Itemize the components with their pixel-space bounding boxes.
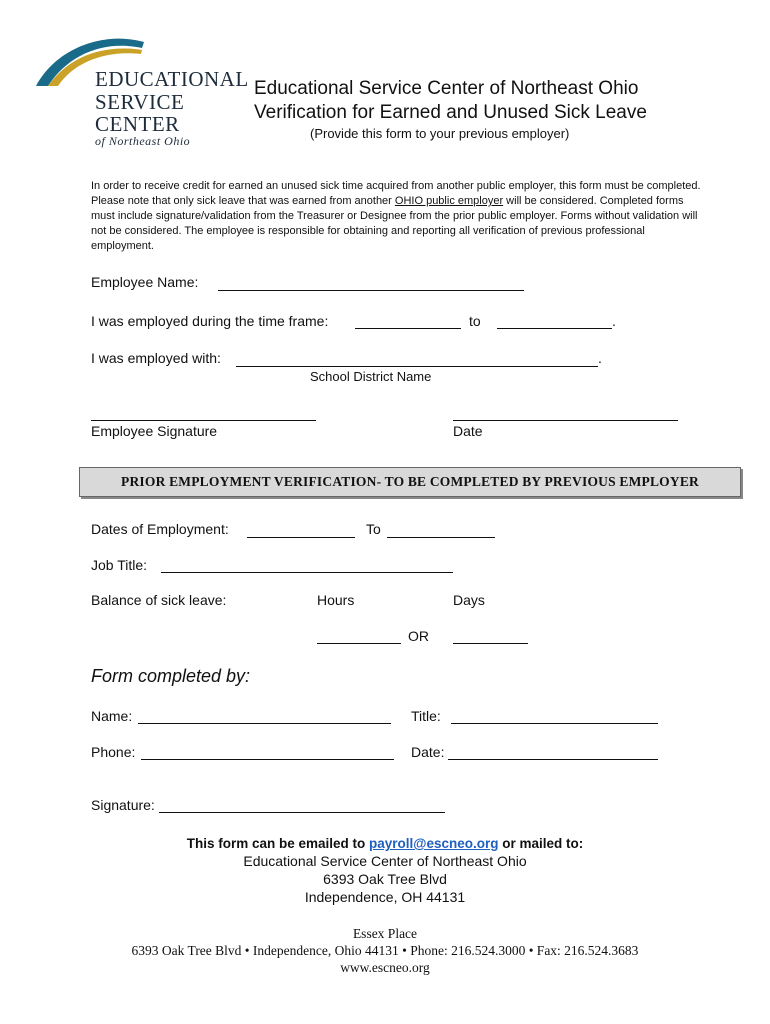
completed-title-field[interactable] xyxy=(451,723,658,724)
page-title-line-1: Educational Service Center of Northeast Ohio xyxy=(254,78,639,99)
email-link[interactable]: payroll@escneo.org xyxy=(369,836,499,851)
footer-website[interactable]: www.escneo.org xyxy=(340,960,430,975)
completed-phone-field[interactable] xyxy=(141,759,394,760)
employee-date-field[interactable] xyxy=(453,420,678,421)
timeframe-to-label: to xyxy=(469,313,481,329)
employed-with-field[interactable] xyxy=(236,366,598,367)
timeframe-start-field[interactable] xyxy=(355,328,461,329)
or-label: OR xyxy=(408,628,429,644)
logo-line-4: of Northeast Ohio xyxy=(95,134,191,148)
timeframe-end-field[interactable] xyxy=(497,328,612,329)
job-title-field[interactable] xyxy=(161,572,453,573)
verification-banner xyxy=(79,467,741,497)
intro-underlined: OHIO public employer xyxy=(394,195,504,207)
intro-paragraph xyxy=(91,179,701,254)
dates-start-field[interactable] xyxy=(247,537,355,538)
completed-title-label: Title: xyxy=(411,708,441,724)
page-subtitle: (Provide this form to your previous employer) xyxy=(310,126,570,141)
email-instruction xyxy=(0,836,770,851)
dates-of-employment-label: Dates of Employment: xyxy=(91,521,229,537)
district-caption: School District Name xyxy=(310,369,432,384)
email-prefix: This form can be emailed to xyxy=(186,836,370,851)
job-title-label: Job Title: xyxy=(91,557,148,573)
days-label: Days xyxy=(453,592,485,608)
days-field[interactable] xyxy=(453,643,528,644)
timeframe-period: . xyxy=(612,313,616,329)
completed-name-label: Name: xyxy=(91,708,133,724)
completed-name-field[interactable] xyxy=(138,723,391,724)
address-line-1: Educational Service Center of Northeast Ohio xyxy=(243,853,527,869)
balance-label: Balance of sick leave: xyxy=(91,592,227,608)
employee-signature-caption: Employee Signature xyxy=(91,423,218,439)
completed-signature-field[interactable] xyxy=(159,812,445,813)
hours-label: Hours xyxy=(317,592,355,608)
footer-line-1: Essex Place xyxy=(352,926,418,941)
completed-by-heading: Form completed by: xyxy=(91,666,251,686)
dates-to-label: To xyxy=(366,521,381,537)
verification-banner-text: PRIOR EMPLOYMENT VERIFICATION- TO BE COMPLETED BY PREVIOUS EMPLOYER xyxy=(121,474,699,489)
logo-line-2: SERVICE xyxy=(95,90,185,114)
logo-line-1: EDUCATIONAL xyxy=(95,67,249,91)
completed-signature-label: Signature: xyxy=(91,797,155,813)
employee-name-label: Employee Name: xyxy=(91,274,199,290)
employed-with-label: I was employed with: xyxy=(91,350,221,366)
email-suffix: or mailed to: xyxy=(498,836,584,851)
timeframe-label: I was employed during the time frame: xyxy=(91,313,329,329)
employee-signature-field[interactable] xyxy=(91,420,316,421)
employed-with-period: . xyxy=(598,350,602,366)
address-line-3: Independence, OH 44131 xyxy=(304,889,466,905)
completed-date-field[interactable] xyxy=(448,759,658,760)
completed-date-label: Date: xyxy=(411,744,445,760)
employee-date-caption: Date xyxy=(453,423,483,439)
intro-part-2: will be considered. Completed forms must include signature/validation from the Treasurer or Designee from the prior public employer. Forms without validation will not be considered. The employee is responsible for obtaining and reporting all verification of previous professional employment. xyxy=(91,195,698,252)
hours-field[interactable] xyxy=(317,643,401,644)
dates-end-field[interactable] xyxy=(387,537,495,538)
employee-name-field[interactable] xyxy=(218,290,524,291)
footer-line-2: 6393 Oak Tree Blvd • Independence, Ohio 44131 • Phone: 216.524.3000 • Fax: 216.524.3683 xyxy=(131,943,639,958)
page-title-line-2: Verification for Earned and Unused Sick Leave xyxy=(254,102,647,123)
completed-phone-label: Phone: xyxy=(91,744,136,760)
intro-part-1: In order to receive credit for earned an unused sick time acquired from another public employer, this form must be completed. Please note that only sick leave that was earned from another xyxy=(91,180,701,207)
logo-line-3: CENTER xyxy=(95,112,180,136)
address-line-2: 6393 Oak Tree Blvd xyxy=(323,871,447,887)
